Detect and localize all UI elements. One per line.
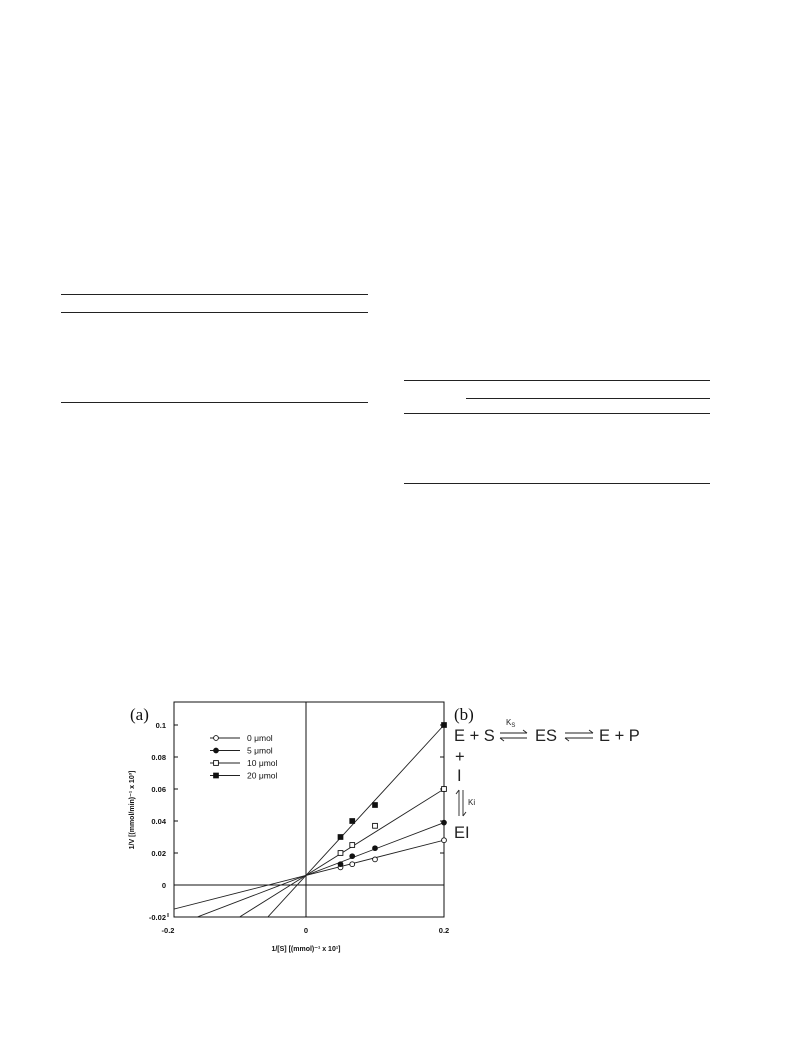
equilibrium-arrow-vertical <box>456 790 466 816</box>
es-complex: ES <box>535 727 558 745</box>
legend-marker <box>214 736 219 741</box>
y-tick-label: 0.04 <box>151 817 166 826</box>
inhibitor: I <box>457 767 462 785</box>
ks-label-sub: S <box>511 723 516 729</box>
plus-sign: + <box>455 748 465 766</box>
legend-label: 20 μmol <box>247 770 278 781</box>
y-tick-label: 0.08 <box>151 753 166 762</box>
y-tick-label: 0 <box>161 881 166 890</box>
legend-label: 0 μmol <box>247 733 273 743</box>
reaction-left: E + S <box>454 727 495 745</box>
y-axis-title: 1/V [(mmol/min)⁻¹ x 10³] <box>129 770 136 850</box>
fit-lines <box>134 710 458 1057</box>
equilibrium-arrow-2 <box>565 730 593 741</box>
legend-marker <box>214 773 219 778</box>
data-point <box>350 843 355 848</box>
x-tick-label: 0.2 <box>438 926 450 935</box>
x-axis-title: 1/[S] [(mmol)⁻¹ x 10¹] <box>271 946 341 953</box>
data-point <box>373 803 378 808</box>
data-point <box>350 862 355 867</box>
inhibition-scheme <box>454 718 640 842</box>
x-tick-label: -0.2 <box>161 926 175 935</box>
ks-label-main: K <box>506 718 512 727</box>
data-point <box>338 835 343 840</box>
legend-label: 10 μmol <box>247 758 278 768</box>
lineweaver-burk-plot <box>129 702 458 1057</box>
data-points <box>338 723 446 870</box>
axis-ticks <box>149 721 449 935</box>
fit-line <box>134 817 458 941</box>
data-point <box>373 857 378 862</box>
panel-a-label: (a) <box>130 705 149 724</box>
legend-label: 5 μmol <box>247 745 273 756</box>
legend-marker <box>214 748 219 753</box>
fit-line <box>134 837 458 920</box>
equilibrium-arrow-1 <box>500 730 527 741</box>
data-point <box>338 851 343 856</box>
zero-axes <box>174 702 444 917</box>
data-point <box>338 862 343 867</box>
panel-b-label: (b) <box>454 705 474 724</box>
y-tick-label: 0.06 <box>151 785 166 794</box>
data-point <box>442 787 447 792</box>
legend-marker <box>214 761 219 766</box>
x-tick-label: 0 <box>303 926 309 935</box>
data-point <box>442 723 447 728</box>
ei-complex: EI <box>454 824 470 842</box>
legend <box>210 733 278 781</box>
data-point <box>373 823 378 828</box>
data-point <box>442 838 447 843</box>
y-tick-label: 0.02 <box>151 849 166 858</box>
reaction-right: E + P <box>599 727 640 745</box>
y-tick-label: 0.1 <box>155 721 166 730</box>
data-point <box>350 819 355 824</box>
data-point <box>373 846 378 851</box>
ks-label <box>506 718 515 729</box>
data-point <box>442 820 447 825</box>
data-point <box>350 854 355 859</box>
ki-label: Ki <box>468 798 476 807</box>
fit-line <box>134 710 458 1057</box>
y-tick-label: -0.02 <box>148 913 166 922</box>
